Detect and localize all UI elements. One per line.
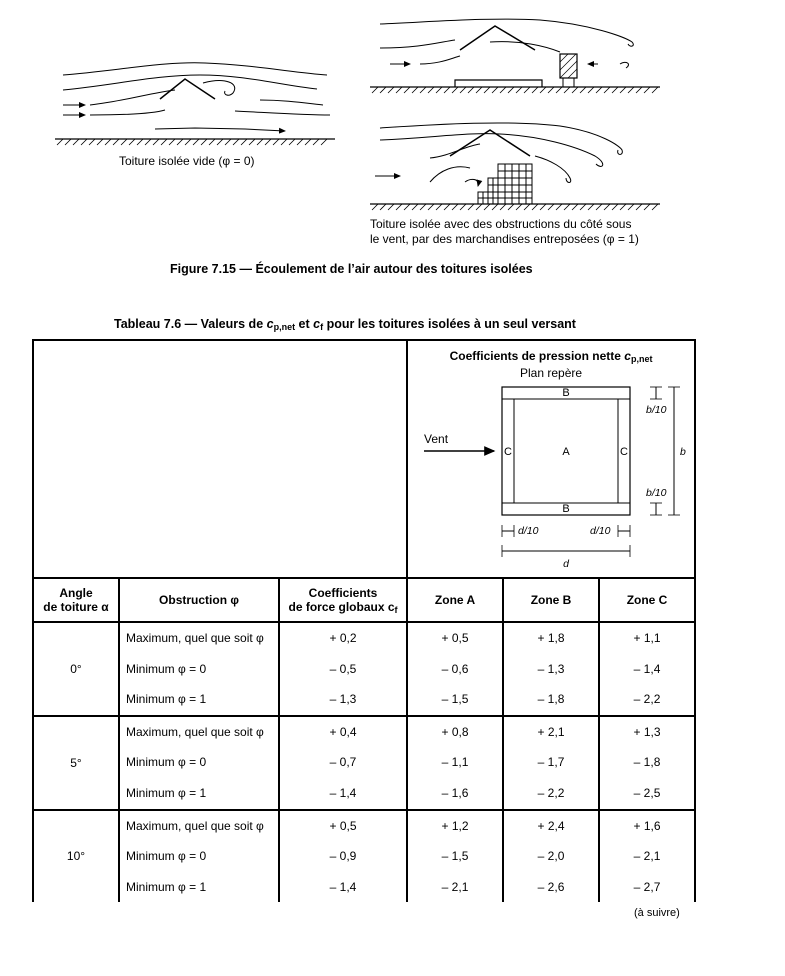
plan-subtitle: Plan repère [520,366,583,380]
continued-label: (à suivre) [634,907,680,919]
zone-a-cell [407,622,503,716]
plan-cell [407,340,695,578]
cf-values [280,623,406,715]
zone-c-values [600,811,694,903]
plan-title-prefix: Coefficients de pression nette [449,349,625,363]
plan-b10-top: b/10 [646,404,667,416]
zone-a-cell [407,810,503,903]
table-cell: + 1,1 [633,631,661,645]
airflow-diagram-stored-goods [370,118,660,214]
header-force-line2-text: de force globaux c [288,599,395,614]
header-force-sub: f [394,604,398,615]
table-title-c: c [266,317,274,331]
table-cell: – 2,2 [537,785,565,800]
table-cell: – 2,6 [537,879,565,894]
figure-title: Figure 7.15 — Écoulement de l’air autour des toitures isolées [170,262,533,276]
table-cell: – 2,5 [633,785,661,800]
header-angle-line2: de toiture α [43,600,109,614]
table-title [114,317,576,332]
table-cell: Minimum φ = 1 [126,692,207,707]
table-cell: – 2,2 [633,692,661,707]
zone-b-values [504,623,598,715]
table-title-c2: c [313,317,321,331]
zone-a-values [408,811,502,903]
table-cell: – 2,7 [633,879,661,894]
zone-b-cell [503,810,599,903]
zone-a-values [408,623,502,715]
obstructions-values [120,811,278,903]
header-angle [33,578,119,622]
obstructions-values [120,717,278,809]
table-cell: – 1,4 [633,661,661,676]
obstructions-cell [119,810,279,903]
header-zone-b: Zone B [503,578,599,622]
header-angle-line1: Angle [59,586,93,600]
header-force-line1: Coefficients [308,585,378,600]
zone-a-cell [407,716,503,810]
table-cell: – 1,3 [537,661,565,676]
table-cell: – 1,5 [441,692,469,707]
plan-d10-right: d/10 [590,525,611,537]
table-cell: + 0,5 [441,631,469,645]
header-obstruction: Obstruction φ [119,578,279,622]
plan-wind-label: Vent [424,432,449,446]
table-cell: – 1,4 [329,785,357,800]
table-cell: – 1,1 [441,755,469,770]
cf-values [280,717,406,809]
table-row [33,622,695,716]
table-cell: + 1,8 [537,631,565,645]
zone-a-values [408,717,502,809]
plan-title-c: c [624,349,631,363]
obstructions-values [120,623,278,715]
table-cell: – 0,7 [329,755,357,770]
table-row [33,716,695,810]
plan-d-label: d [563,558,569,570]
plan-zone-a: A [562,446,570,458]
zone-b-values [504,717,598,809]
zone-c-values [600,623,694,715]
plan-zone-b-top: B [562,387,570,399]
zone-c-cell [599,622,695,716]
airflow-diagram-empty [55,55,335,155]
table-cell: + 2,1 [537,724,565,739]
table-title-sub2: f [320,322,324,332]
table-title-suffix: pour les toitures isolées à un seul versant [323,317,576,331]
plan-zone-c-left: C [504,446,513,458]
cf-values [280,811,406,903]
caption-obstructed-line2: le vent, par des marchandises entreposées (φ = 1) [370,232,639,246]
table-cell: + 1,6 [633,818,661,833]
header-zone-c: Zone C [599,578,695,622]
table-row [33,810,695,903]
table-cell: + 0,4 [329,724,357,739]
cf-cell [279,716,407,810]
plan-zone-c-right: C [620,446,629,458]
zone-c-cell [599,810,695,903]
obstructions-cell [119,622,279,716]
table-title-sub1: p,net [273,322,296,332]
table-cell: Maximum, quel que soit φ [126,631,264,645]
zone-c-values [600,717,694,809]
table-cell: – 2,1 [441,879,469,894]
plan-title [408,349,694,364]
table-cell: Minimum φ = 1 [126,879,207,894]
header-force [279,578,407,622]
table-cell: – 2,0 [537,849,565,864]
table-cell: – 1,8 [537,692,565,707]
plan-zone-b-bottom: B [562,503,570,515]
plan-title-sub: p,net [630,354,653,364]
table-cell: – 0,6 [441,661,469,676]
table-cell: Minimum φ = 0 [126,849,207,864]
table-cell: Minimum φ = 0 [126,661,207,676]
zone-c-cell [599,716,695,810]
plan-b-label: b [680,446,686,458]
table-cell: Maximum, quel que soit φ [126,724,264,739]
table-cell: + 0,2 [329,631,357,645]
angle-cell: 10° [33,810,119,903]
header-force-line2 [280,600,406,615]
blank-header-cell [33,340,407,578]
table-cell: + 1,3 [633,724,661,739]
caption-obstructed-line1: Toiture isolée avec des obstructions du côté sous [370,217,632,231]
angle-cell: 5° [33,716,119,810]
table-cell: Minimum φ = 1 [126,785,207,800]
airflow-diagram-stored-goods-small [370,12,660,102]
table-cell: – 0,5 [329,661,357,676]
table-cell: – 1,7 [537,755,565,770]
table-cell: – 1,6 [441,785,469,800]
table-cell: + 0,8 [441,724,469,739]
table-cell: – 2,1 [633,849,661,864]
cf-cell [279,810,407,903]
obstructions-cell [119,716,279,810]
zone-b-values [504,811,598,903]
table-cell: – 1,4 [329,879,357,894]
angle-cell: 0° [33,622,119,716]
reference-plan-diagram [410,381,696,573]
plan-d10-left: d/10 [518,525,539,537]
table-cell: + 2,4 [537,818,565,833]
table-cell: Minimum φ = 0 [126,755,207,770]
pressure-coefficient-table [32,339,696,902]
cf-cell [279,622,407,716]
table-cell: – 0,9 [329,849,357,864]
caption-empty-roof: Toiture isolée vide (φ = 0) [119,154,255,168]
table-title-mid: et [295,317,314,331]
header-zone-a: Zone A [407,578,503,622]
table-cell: Maximum, quel que soit φ [126,818,264,833]
zone-b-cell [503,622,599,716]
plan-b10-bottom: b/10 [646,487,667,499]
zone-b-cell [503,716,599,810]
table-cell: – 1,3 [329,692,357,707]
table-cell: – 1,8 [633,755,661,770]
table-cell: + 1,2 [441,818,469,833]
table-cell: – 1,5 [441,849,469,864]
table-cell: + 0,5 [329,818,357,833]
table-title-prefix: Tableau 7.6 — Valeurs de [114,317,267,331]
